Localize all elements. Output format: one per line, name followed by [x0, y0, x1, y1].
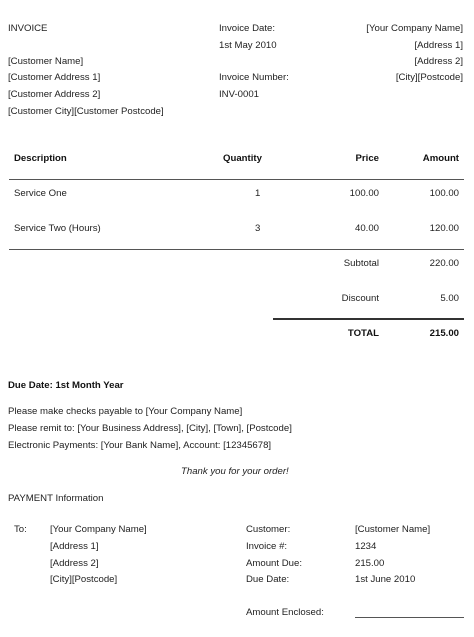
invoice-date-value: 1st May 2010	[219, 40, 277, 51]
thank-you-note: Thank you for your order!	[181, 466, 289, 477]
electronic-payments-line: Electronic Payments: [Your Bank Name], Account: [12345678]	[8, 440, 272, 451]
invoice-number-value: 1234	[355, 541, 377, 552]
amount-due-label: Amount Due:	[246, 558, 302, 569]
discount-value: 5.00	[440, 293, 459, 304]
invoice-title: INVOICE	[8, 23, 48, 34]
subtotal-label: Subtotal	[343, 258, 379, 269]
customer-value: [Customer Name]	[355, 524, 431, 535]
invoice-number-label: Invoice Number:	[219, 72, 289, 83]
totals-divider	[273, 318, 464, 320]
due-date-line: Due Date: 1st Month Year	[8, 380, 124, 391]
total-label: TOTAL	[347, 328, 379, 339]
items-divider	[9, 249, 464, 250]
invoice-number-value: INV-0001	[219, 89, 260, 100]
invoice-date-label: Invoice Date:	[219, 23, 275, 34]
company-name: [Your Company Name]	[366, 23, 463, 34]
amount-due-value: 215.00	[355, 558, 385, 569]
customer-city-postcode: [Customer City][Customer Postcode]	[8, 106, 164, 117]
remit-to-line: Please remit to: [Your Business Address], [City], [Town], [Postcode]	[8, 423, 292, 434]
column-header-amount: Amount	[422, 153, 459, 164]
amount-enclosed-line	[355, 617, 464, 618]
payee-address-1: [Address 1]	[50, 541, 99, 552]
payee-address-2: [Address 2]	[50, 558, 99, 569]
customer-name: [Customer Name]	[8, 56, 84, 67]
company-address-1: [Address 1]	[414, 40, 463, 51]
to-label: To:	[14, 524, 27, 535]
company-city-postcode: [City][Postcode]	[395, 72, 463, 83]
row-quantity: 3	[255, 223, 261, 234]
row-quantity: 1	[255, 188, 261, 199]
row-description: Service Two (Hours)	[14, 223, 101, 234]
discount-label: Discount	[341, 293, 379, 304]
checks-payable-line: Please make checks payable to [Your Company Name]	[8, 406, 243, 417]
column-header-description: Description	[14, 153, 67, 164]
due-date-value: 1st June 2010	[355, 574, 416, 585]
invoice-number-label: Invoice #:	[246, 541, 288, 552]
customer-label: Customer:	[246, 524, 291, 535]
row-price: 40.00	[354, 223, 379, 234]
column-header-price: Price	[355, 153, 379, 164]
header-divider	[9, 179, 464, 180]
payee-name: [Your Company Name]	[50, 524, 147, 535]
row-amount: 100.00	[429, 188, 459, 199]
row-description: Service One	[14, 188, 67, 199]
total-value: 215.00	[429, 328, 459, 339]
customer-address-2: [Customer Address 2]	[8, 89, 101, 100]
row-price: 100.00	[349, 188, 379, 199]
subtotal-value: 220.00	[429, 258, 459, 269]
row-amount: 120.00	[429, 223, 459, 234]
customer-address-1: [Customer Address 1]	[8, 72, 101, 83]
due-date-label: Due Date:	[246, 574, 290, 585]
payee-city-postcode: [City][Postcode]	[50, 574, 118, 585]
column-header-quantity: Quantity	[223, 153, 262, 164]
amount-enclosed-label: Amount Enclosed:	[246, 607, 324, 618]
company-address-2: [Address 2]	[414, 56, 463, 67]
payment-info-heading: PAYMENT Information	[8, 493, 104, 504]
